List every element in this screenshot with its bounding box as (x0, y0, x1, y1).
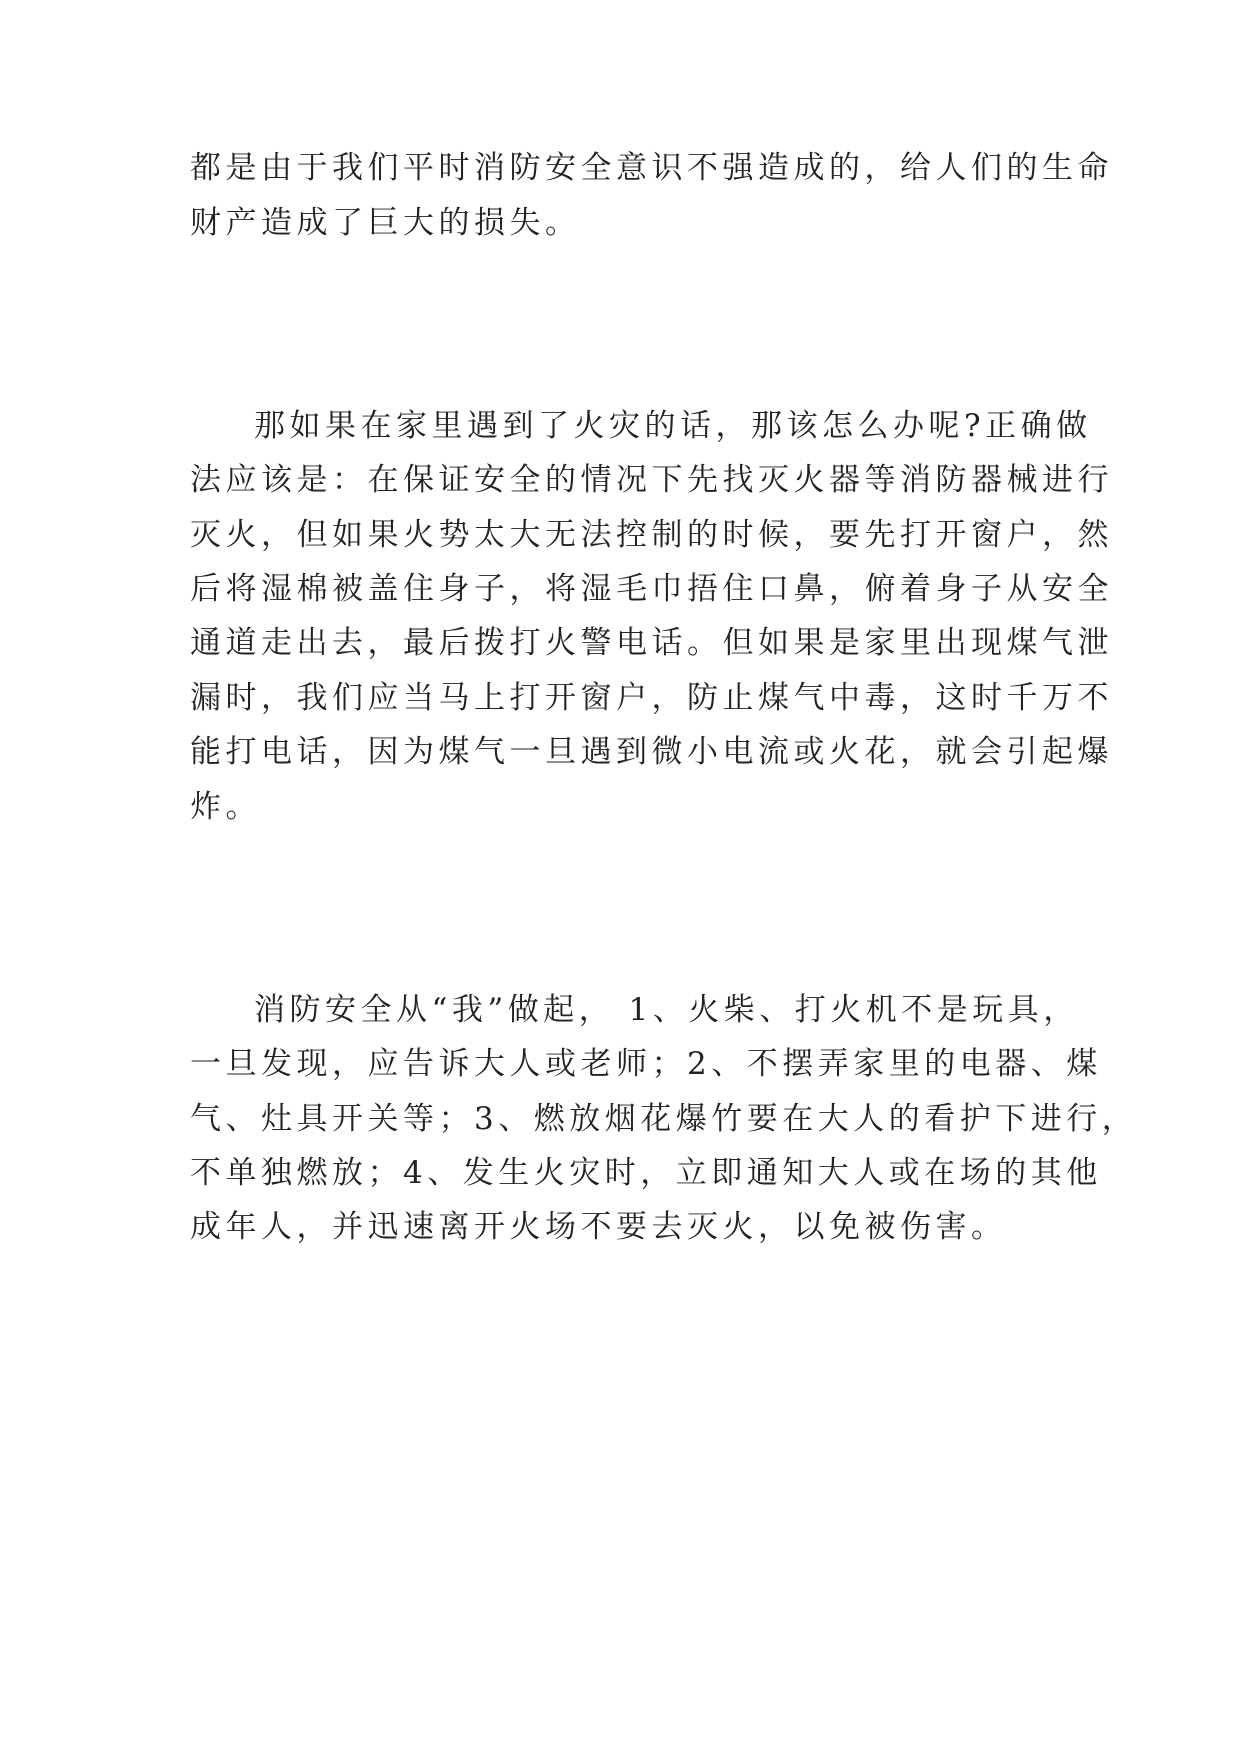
paragraph-line: 气、灶具开关等；3、燃放烟花爆竹要在大人的看护下进行， (190, 1101, 1138, 1137)
paragraph-line: 都是由于我们平时消防安全意识不强造成的，给人们的生命 (190, 150, 1113, 186)
paragraph-line: 财产造成了巨大的损失。 (190, 205, 581, 241)
paragraph-line: 那如果在家里遇到了火灾的话，那该怎么办呢?正确做 (254, 408, 1092, 444)
paragraph-line: 不单独燃放；4、发生火灾时，立即通知大人或在场的其他 (190, 1155, 1102, 1191)
paragraph-line: 灭火，但如果火势太大无法控制的时候，要先打开窗户，然 (190, 517, 1113, 553)
paragraph-line: 通道走出去，最后拨打火警电话。但如果是家里出现煤气泄 (190, 625, 1113, 661)
paragraph-line: 能打电话，因为煤气一旦遇到微小电流或火花，就会引起爆 (190, 734, 1113, 770)
paragraph-line: 一旦发现，应告诉大人或老师；2、不摆弄家里的电器、煤 (190, 1046, 1102, 1082)
paragraph-line: 成年人，并迅速离开火场不要去灭火，以免被伤害。 (190, 1209, 1007, 1245)
paragraph-line: 消防安全从“我”做起， 1、火柴、打火机不是玩具， (254, 992, 1079, 1028)
paragraph-line: 后将湿棉被盖住身子，将湿毛巾捂住口鼻，俯着身子从安全 (190, 571, 1113, 607)
paragraph-line: 法应该是：在保证安全的情况下先找灭火器等消防器械进行 (190, 462, 1113, 498)
paragraph-line: 炸。 (190, 789, 261, 825)
paragraph-line: 漏时，我们应当马上打开窗户，防止煤气中毒，这时千万不 (190, 680, 1113, 716)
